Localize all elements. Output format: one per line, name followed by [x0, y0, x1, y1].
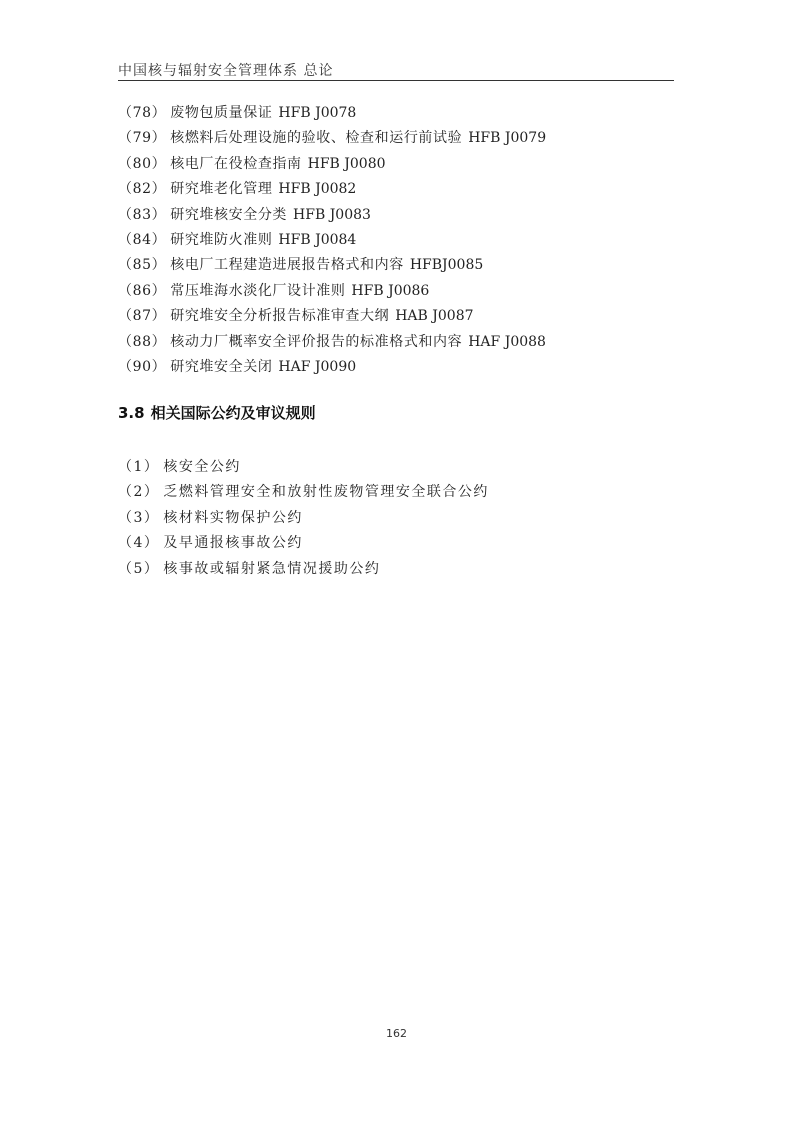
list-item	[118, 531, 489, 556]
page-header: 中国核与辐射安全管理体系 总论	[118, 63, 334, 79]
item-title: 研究堆防火准则	[170, 231, 273, 248]
list-item	[118, 203, 546, 228]
header-divider	[118, 80, 674, 81]
item-code: HFB J0078	[278, 105, 357, 121]
list-item	[118, 101, 546, 126]
item-number: （88）	[118, 333, 167, 350]
item-number: （80）	[118, 155, 167, 172]
item-code: HFB J0082	[278, 181, 357, 198]
item-title: 废物包质量保证	[170, 105, 273, 121]
item-title: 研究堆安全关闭	[170, 358, 273, 375]
section-heading	[118, 402, 316, 423]
document-list	[118, 101, 546, 380]
list-item	[118, 557, 489, 582]
item-number: （85）	[118, 257, 167, 274]
list-item	[118, 177, 546, 202]
item-code: HFB J0079	[468, 130, 547, 147]
item-title: 研究堆核安全分类	[170, 206, 288, 223]
list-item	[118, 253, 546, 278]
item-number: （82）	[118, 181, 167, 198]
item-code: HFBJ0085	[409, 257, 484, 274]
item-title: 研究堆老化管理	[170, 181, 273, 198]
item-title: 及早通报核事故公约	[163, 535, 303, 552]
item-code: HAB J0087	[395, 308, 474, 325]
item-number: （4）	[118, 535, 160, 552]
item-title: 核电厂工程建造进展报告格式和内容	[170, 257, 404, 274]
item-title: 常压堆海水淡化厂设计准则	[170, 282, 346, 299]
item-number: （3）	[118, 509, 160, 526]
item-number: （2）	[118, 484, 160, 501]
list-item	[118, 152, 546, 177]
item-code: HFB J0084	[278, 231, 357, 248]
item-number: （87）	[118, 308, 167, 325]
page-number: 162	[386, 1027, 407, 1040]
list-item	[118, 279, 546, 304]
item-number: （78）	[118, 105, 167, 121]
list-item	[118, 355, 546, 380]
list-item	[118, 228, 546, 253]
item-number: （1）	[118, 459, 160, 475]
item-number: （83）	[118, 206, 167, 223]
list-item	[118, 330, 546, 355]
list-item	[118, 480, 489, 505]
list-item	[118, 304, 546, 329]
item-title: 核燃料后处理设施的验收、检查和运行前试验	[170, 130, 463, 147]
item-title: 研究堆安全分析报告标准审查大纲	[170, 308, 390, 325]
item-number: （86）	[118, 282, 167, 299]
list-item	[118, 455, 489, 480]
item-title: 核电厂在役检查指南	[170, 155, 302, 172]
item-code: HAF J0088	[468, 333, 546, 350]
item-code: HFB J0086	[351, 282, 430, 299]
item-number: （90）	[118, 358, 167, 375]
item-number: （5）	[118, 560, 160, 577]
item-number: （84）	[118, 231, 167, 248]
item-title: 核材料实物保护公约	[163, 509, 303, 526]
item-code: HFB J0083	[293, 206, 371, 223]
item-title: 乏燃料管理安全和放射性废物管理安全联合公约	[163, 484, 489, 501]
convention-list	[118, 455, 489, 582]
item-number: （79）	[118, 130, 167, 147]
item-title: 核事故或辐射紧急情况援助公约	[163, 560, 381, 577]
section-title: 相关国际公约及审议规则	[150, 404, 316, 422]
item-title: 核安全公约	[163, 459, 241, 475]
item-code: HAF J0090	[278, 358, 357, 375]
item-code: HFB J0080	[307, 155, 386, 172]
list-item	[118, 126, 546, 151]
item-title: 核动力厂概率安全评价报告的标准格式和内容	[170, 333, 463, 350]
section-number: 3.8	[118, 404, 145, 422]
list-item	[118, 506, 489, 531]
